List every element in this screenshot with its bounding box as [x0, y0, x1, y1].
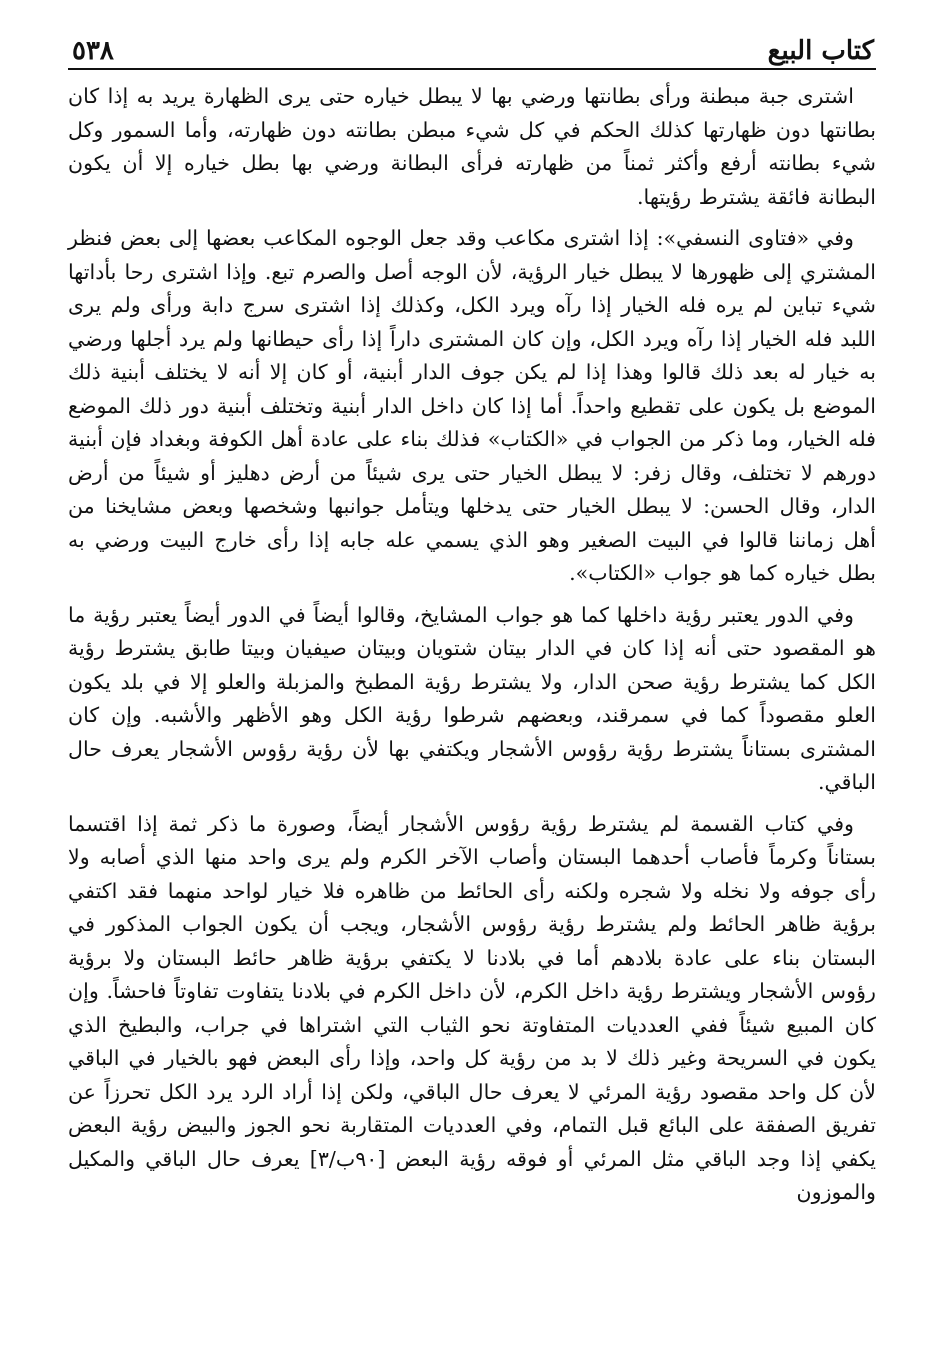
running-header — [68, 18, 876, 66]
chapter-title: كتاب البيع — [767, 36, 874, 66]
text-body — [68, 80, 876, 1210]
paragraph-1: اشترى جبة مبطنة ورأى بطانتها ورضي بها لا يبطل خياره حتى يرى الظهارة يريد به إذا كان بطانتها دون ظهارتها كذلك الحكم في كل شيء مبطن بطانته دون ظهارته، وأما السمور وكل شيء بطانته أرفع وأكثر ثمناً من ظهارته فرأى البطانة ورضي بها بطل خياره إلا أن يكون البطانة فائقة يشترط رؤيتها. — [68, 84, 876, 209]
paragraph-2: وفي «فتاوى النسفي»: إذا اشترى مكاعب وقد جعل الوجوه المكاعب بعضها إلى بعض فنظر المشتري إلى ظهورها لا يبطل خيار الرؤية، لأن الوجه أصل والصرم تبع. وإذا اشترى رحا بأداتها شيء تباين لم يره فله الخيار إذا رآه ويرد الكل، وكذلك إذا اشترى سرج دابة ورأى ولم يرى اللبد فله الخيار إذا رآه ويرد الكل، وإن كان المشترى داراً إذا رأى حيطانها ولم يرد أجلها ورضي به خيار له بعد ذلك قالوا وهذا إذا لم يكن جوف الدار أبنية، أو كان إلا أنه لا يختلف أبنية ذلك الموضع بل يكون على تقطيع واحداً. أما إذا كان داخل الدار أبنية وتختلف أبنية دور ذلك الموضع فله الخيار، وما ذكر من الجواب في «الكتاب» فذلك بناء على عادة أهل الكوفة وبغداد فإن أبنية دورهم لا تختلف، وقال زفر: لا يبطل الخيار حتى يرى شيئاً من أرض دهليز أو شيئاً من أرض الدار، وقال الحسن: لا يبطل الخيار حتى يدخلها ويتأمل جوانبها وشخصها وبعض مشايخنا من أهل زماننا قالوا في البيت الصغير وهو الذي يسمي عله جابه إذا رأى خارج البيت ورضي به بطل خياره كما هو جواب «الكتاب». — [68, 226, 876, 585]
paragraph-4: وفي كتاب القسمة لم يشترط رؤية رؤوس الأشجار أيضاً، وصورة ما ذكر ثمة إذا اقتسما بستاناً وكرماً فأصاب أحدهما البستان وأصاب الآخر الكرم ولم يرى واحد منها الذي أصابه ولا رأى جوفه ولا نخله ولا شجره ولكنه رأى الحائط من ظاهره فلا خيار لواحد منهما فقد اكتفي برؤية ظاهر الحائط ولم يشترط رؤية رؤوس الأشجار، ويجب أن يكون الجواب المذكور في البستان بناء على عادة بلادهم أما في بلادنا لا يكتفي برؤية ظاهر حائط البستان ولا برؤية رؤوس الأشجار ويشترط رؤية داخل الكرم، لأن داخل الكرم في بلادنا يتفاوت تفاوتاً فاحشاً. وإن كان المبيع شيئاً ففي العدديات المتفاوتة نحو الثياب التي اشتراها في جراب، والبطيخ الذي يكون في السريحة وغير ذلك لا بد من رؤية كل واحد، وإذا رأى البعض فهو بالخيار في الباقي لأن كل واحد مقصود رؤية المرئي لا يعرف حال الباقي، ولكن إذا أراد الرد يرد الكل تحرزاً عن تفريق الصفقة على البائع قبل التمام، وفي العدديات المتقاربة نحو الجوز والبيض رؤية البعض يكفي إذا وجد الباقي مثل المرئي أو فوقه رؤية البعض [٩٠ب/٣] يعرف حال الباقي والمكيل والموزون — [68, 811, 876, 1204]
page-number: ٥٣٨ — [72, 36, 114, 66]
header-rule — [68, 68, 876, 70]
paragraph-3: وفي الدور يعتبر رؤية داخلها كما هو جواب المشايخ، وقالوا أيضاً في الدور أيضاً يعتبر رؤية ما هو المقصود حتى أنه إذا كان في الدار بيتان شتويان وبيتان صيفيان وبيتا طابق يشترط رؤية الكل كما يشترط رؤية صحن الدار، ولا يشترط رؤية المطبخ والمزبلة والعلو إلا في بلد يكون العلو مقصوداً كما في سمرقند، وبعضهم شرطوا رؤية الكل وهو الأظهر والأشبه. وإن كان المشترى بستاناً يشترط رؤية رؤوس الأشجار ويكتفي بها لأن رؤية رؤوس الأشجار يعرف حال الباقي. — [68, 602, 876, 794]
book-page — [68, 18, 876, 1348]
